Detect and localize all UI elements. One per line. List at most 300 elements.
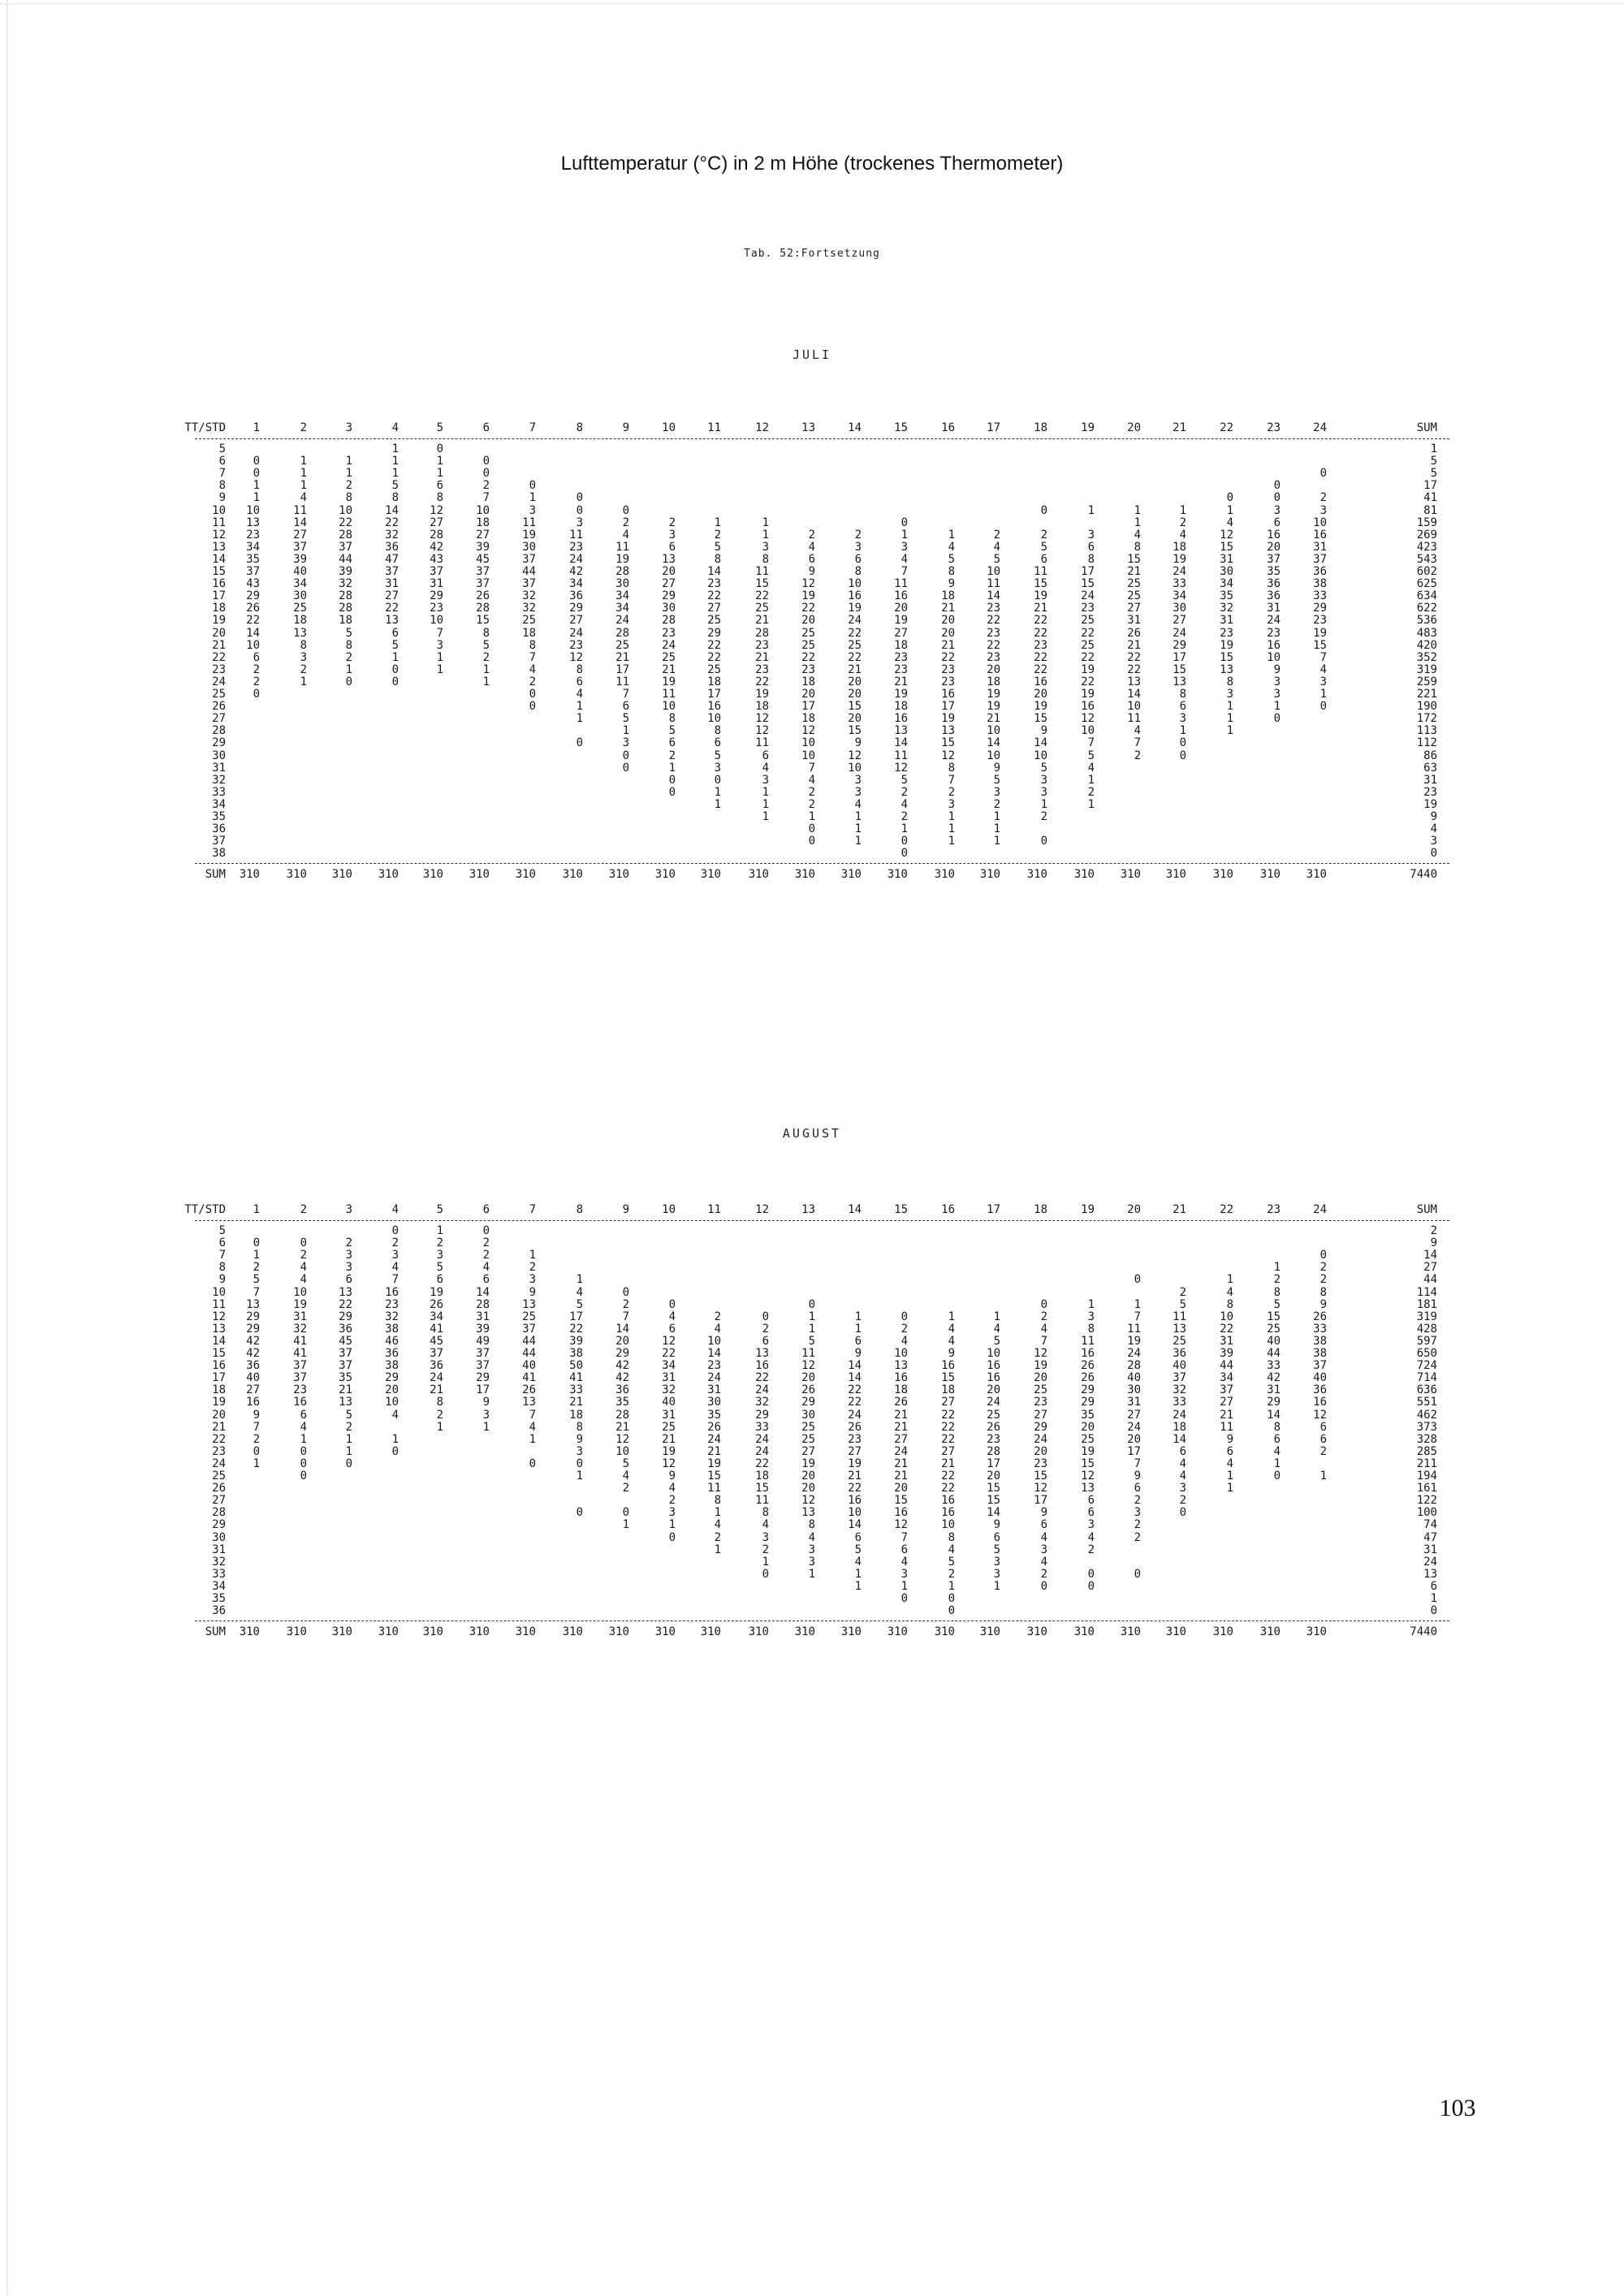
count-cell: 33 <box>1173 1396 1186 1409</box>
column-sum-cell: 310 <box>331 1625 352 1639</box>
count-cell: 18 <box>707 675 721 688</box>
count-cell: 11 <box>1173 1310 1186 1323</box>
count-cell: 37 <box>246 565 260 578</box>
count-cell: 22 <box>339 516 352 529</box>
row-label-temperature: 27 <box>212 712 226 726</box>
count-cell: 11 <box>755 736 769 750</box>
count-cell: 33 <box>1313 589 1327 603</box>
count-cell: 23 <box>894 662 908 676</box>
count-cell: 12 <box>801 1494 815 1508</box>
count-cell: 5 <box>622 712 629 726</box>
count-cell: 21 <box>848 662 862 676</box>
count-cell: 5 <box>391 479 399 493</box>
count-cell: 24 <box>1081 589 1095 603</box>
count-cell: 44 <box>522 1334 536 1348</box>
count-cell: 19 <box>987 688 1000 701</box>
count-cell: 0 <box>901 847 908 861</box>
count-cell: 15 <box>476 614 490 628</box>
count-cell: 3 <box>1320 503 1327 517</box>
column-sum-cell: 310 <box>608 1625 629 1639</box>
count-cell: 15 <box>987 1494 1000 1508</box>
count-cell: 16 <box>1267 528 1281 542</box>
count-cell: 10 <box>1081 724 1095 738</box>
count-cell: 0 <box>345 1457 352 1470</box>
count-cell: 0 <box>1273 712 1281 726</box>
count-cell: 9 <box>948 1347 955 1360</box>
count-cell: 22 <box>801 602 815 615</box>
row-sum-cell: 172 <box>1416 712 1437 726</box>
column-sum-cell: 310 <box>469 1625 490 1639</box>
count-cell: 5 <box>1179 1297 1186 1311</box>
count-cell: 2 <box>1040 1310 1047 1323</box>
count-cell: 22 <box>246 614 260 628</box>
table-row <box>195 1556 1449 1569</box>
count-cell: 14 <box>848 1518 862 1532</box>
count-cell: 44 <box>522 1347 536 1360</box>
count-cell: 43 <box>246 577 260 591</box>
count-cell: 32 <box>755 1396 769 1409</box>
count-cell: 30 <box>1173 602 1186 615</box>
count-cell: 3 <box>1226 688 1233 701</box>
count-cell: 1 <box>948 835 955 848</box>
count-cell: 23 <box>569 540 583 554</box>
count-cell: 12 <box>662 1457 676 1470</box>
count-cell: 14 <box>987 736 1000 750</box>
count-cell: 2 <box>1134 1518 1141 1532</box>
count-cell: 0 <box>714 773 721 787</box>
count-cell: 15 <box>1220 540 1233 554</box>
count-cell: 35 <box>615 1396 629 1409</box>
count-cell: 9 <box>993 761 1000 775</box>
count-cell: 2 <box>1134 1530 1141 1544</box>
row-sum-cell: 86 <box>1423 749 1437 762</box>
count-cell: 12 <box>1034 1482 1047 1495</box>
count-cell: 1 <box>253 479 260 493</box>
count-cell: 22 <box>662 1347 676 1360</box>
table-row <box>195 664 1449 676</box>
count-cell: 29 <box>615 1347 629 1360</box>
count-cell: 11 <box>894 577 908 591</box>
count-cell: 31 <box>476 1310 490 1323</box>
count-cell: 16 <box>848 589 862 603</box>
row-sum-cell: 9 <box>1430 1236 1437 1250</box>
count-cell: 12 <box>1220 528 1233 542</box>
count-cell: 1 <box>622 724 629 738</box>
count-cell: 24 <box>707 1432 721 1446</box>
count-cell: 1 <box>529 491 536 505</box>
column-header: 8 <box>576 421 583 434</box>
count-cell: 1 <box>808 810 815 823</box>
count-cell: 8 <box>714 724 721 738</box>
count-cell: 11 <box>569 528 583 542</box>
count-cell: 2 <box>901 1322 908 1336</box>
count-cell: 1 <box>482 1420 490 1434</box>
count-cell: 10 <box>801 749 815 762</box>
count-cell: 19 <box>894 688 908 701</box>
count-cell: 25 <box>1173 1334 1186 1348</box>
count-cell: 2 <box>668 749 676 762</box>
count-cell: 33 <box>1267 1359 1281 1373</box>
table-header-row <box>184 1203 1449 1216</box>
count-cell: 3 <box>714 761 721 775</box>
count-cell: 1 <box>1226 1470 1233 1482</box>
column-sum-cell: 7440 <box>1410 868 1437 882</box>
count-cell: 4 <box>762 1518 769 1532</box>
count-cell: 25 <box>1267 1322 1281 1336</box>
count-cell: 15 <box>1034 1470 1047 1482</box>
count-cell: 11 <box>894 749 908 762</box>
count-cell: 16 <box>1313 528 1327 542</box>
count-cell: 18 <box>894 1383 908 1397</box>
column-sum-cell: 310 <box>794 868 815 882</box>
count-cell: 17 <box>1173 650 1186 664</box>
count-cell: 26 <box>1081 1359 1095 1373</box>
count-cell: 24 <box>894 1444 908 1458</box>
count-cell: 17 <box>941 700 955 714</box>
count-cell: 25 <box>662 650 676 664</box>
column-header: 12 <box>755 1203 769 1216</box>
table-row <box>195 542 1449 554</box>
table-row <box>195 1348 1449 1360</box>
row-sum-cell: 31 <box>1423 1543 1437 1556</box>
count-cell: 21 <box>941 602 955 615</box>
column-sum-cell: 310 <box>1306 868 1327 882</box>
count-cell: 21 <box>430 1383 443 1397</box>
count-cell: 13 <box>801 1506 815 1520</box>
row-sum-cell: 543 <box>1416 552 1437 566</box>
count-cell: 17 <box>476 1383 490 1397</box>
count-cell: 7 <box>1134 1310 1141 1323</box>
count-cell: 30 <box>293 589 307 603</box>
row-sum-cell: 636 <box>1416 1383 1437 1397</box>
column-sum-cell: 310 <box>608 868 629 882</box>
count-cell: 19 <box>848 1457 862 1470</box>
count-cell: 4 <box>529 662 536 676</box>
count-cell: 31 <box>1220 614 1233 628</box>
count-cell: 26 <box>707 1420 721 1434</box>
count-cell: 8 <box>529 638 536 652</box>
count-cell: 28 <box>615 565 629 578</box>
column-header: 6 <box>482 421 490 434</box>
row-label-temperature: 36 <box>212 1604 226 1618</box>
count-cell: 14 <box>246 626 260 640</box>
count-cell: 2 <box>529 675 536 688</box>
count-cell: 25 <box>707 662 721 676</box>
count-cell: 8 <box>948 565 955 578</box>
count-cell: 4 <box>1040 1530 1047 1544</box>
count-cell: 5 <box>482 638 490 652</box>
count-cell: 19 <box>755 688 769 701</box>
count-cell: 20 <box>1127 1432 1141 1446</box>
count-cell: 0 <box>576 503 583 517</box>
count-cell: 18 <box>1173 540 1186 554</box>
count-cell: 1 <box>762 516 769 529</box>
count-cell: 0 <box>391 1444 399 1458</box>
count-cell: 2 <box>1320 1444 1327 1458</box>
count-cell: 3 <box>808 1543 815 1556</box>
column-sum-cell: 310 <box>422 868 443 882</box>
count-cell: 2 <box>762 1543 769 1556</box>
count-cell: 42 <box>430 540 443 554</box>
count-cell: 19 <box>615 552 629 566</box>
count-cell: 2 <box>482 1249 490 1262</box>
count-cell: 6 <box>762 1334 769 1348</box>
table-row <box>195 1434 1449 1446</box>
count-cell: 24 <box>987 1396 1000 1409</box>
row-sum-cell: 74 <box>1423 1518 1437 1532</box>
row-label-temperature: 17 <box>212 1371 226 1385</box>
count-cell: 19 <box>1173 552 1186 566</box>
count-cell: 2 <box>714 1310 721 1323</box>
count-cell: 4 <box>1226 516 1233 529</box>
count-cell: 3 <box>1040 773 1047 787</box>
count-cell: 5 <box>993 1543 1000 1556</box>
count-cell: 1 <box>993 810 1000 823</box>
count-cell: 18 <box>476 516 490 529</box>
count-cell: 18 <box>941 1383 955 1397</box>
count-cell: 2 <box>901 810 908 823</box>
row-sum-cell: 483 <box>1416 626 1437 640</box>
column-sum-cell: 310 <box>562 868 583 882</box>
count-cell: 4 <box>1087 761 1095 775</box>
count-cell: 21 <box>569 1396 583 1409</box>
count-cell: 16 <box>894 712 908 726</box>
count-cell: 7 <box>529 1408 536 1422</box>
count-cell: 0 <box>948 1592 955 1605</box>
count-cell: 5 <box>854 1543 862 1556</box>
count-cell: 44 <box>1267 1347 1281 1360</box>
count-cell: 1 <box>345 1432 352 1446</box>
count-cell: 4 <box>714 1322 721 1336</box>
count-cell: 25 <box>1081 1432 1095 1446</box>
count-cell: 4 <box>1179 528 1186 542</box>
row-label-temperature: 28 <box>212 724 226 738</box>
count-cell: 29 <box>1173 638 1186 652</box>
count-cell: 27 <box>941 1444 955 1458</box>
row-label-temperature: 23 <box>212 662 226 676</box>
count-cell: 6 <box>762 749 769 762</box>
count-cell: 32 <box>1173 1383 1186 1397</box>
count-cell: 18 <box>894 638 908 652</box>
count-cell: 20 <box>987 1383 1000 1397</box>
count-cell: 15 <box>1081 577 1095 591</box>
count-cell: 13 <box>1173 1322 1186 1336</box>
count-cell: 3 <box>529 503 536 517</box>
row-sum-cell: 190 <box>1416 700 1437 714</box>
column-header: 2 <box>300 421 307 434</box>
column-header: 19 <box>1081 1203 1095 1216</box>
row-sum-cell: 551 <box>1416 1396 1437 1409</box>
count-cell: 3 <box>1134 1506 1141 1520</box>
count-cell: 41 <box>430 1322 443 1336</box>
row-label-temperature: 12 <box>212 1310 226 1323</box>
row-label-temperature: 20 <box>212 626 226 640</box>
count-cell: 22 <box>941 1470 955 1482</box>
count-cell: 16 <box>941 688 955 701</box>
row-sum-cell: 373 <box>1416 1420 1437 1434</box>
count-cell: 34 <box>569 577 583 591</box>
count-cell: 26 <box>987 1420 1000 1434</box>
row-sum-cell: 181 <box>1416 1297 1437 1311</box>
column-sum-cell: 310 <box>1212 1625 1233 1639</box>
table-row <box>195 1446 1449 1458</box>
count-cell: 3 <box>808 1555 815 1569</box>
table-row <box>195 602 1449 615</box>
count-cell: 5 <box>668 724 676 738</box>
count-cell: 35 <box>1267 565 1281 578</box>
count-cell: 3 <box>576 516 583 529</box>
count-cell: 31 <box>662 1408 676 1422</box>
count-cell: 4 <box>622 528 629 542</box>
row-label-temperature: 9 <box>218 491 226 505</box>
count-cell: 14 <box>385 503 399 517</box>
row-sum-cell: 4 <box>1430 822 1437 836</box>
count-cell: 2 <box>622 1482 629 1495</box>
count-cell: 34 <box>615 602 629 615</box>
column-header: 17 <box>987 421 1000 434</box>
row-sum-cell: 259 <box>1416 675 1437 688</box>
count-cell: 45 <box>476 552 490 566</box>
table-row <box>195 835 1449 848</box>
count-cell: 14 <box>1034 736 1047 750</box>
count-cell: 3 <box>1040 1543 1047 1556</box>
count-cell: 22 <box>1081 626 1095 640</box>
row-label-temperature: 21 <box>212 1420 226 1434</box>
count-cell: 8 <box>1226 675 1233 688</box>
count-cell: 28 <box>615 626 629 640</box>
count-cell: 19 <box>1081 662 1095 676</box>
count-cell: 41 <box>293 1334 307 1348</box>
count-cell: 24 <box>615 614 629 628</box>
count-cell: 3 <box>576 1444 583 1458</box>
count-cell: 11 <box>755 1494 769 1508</box>
count-cell: 12 <box>755 724 769 738</box>
row-label-temperature: 31 <box>212 1543 226 1556</box>
row-label-temperature: 10 <box>212 1285 226 1299</box>
count-cell: 1 <box>714 1506 721 1520</box>
row-sum-cell: 63 <box>1423 761 1437 775</box>
count-cell: 29 <box>476 1371 490 1385</box>
count-cell: 5 <box>948 1555 955 1569</box>
count-cell: 26 <box>430 1297 443 1311</box>
count-cell: 1 <box>391 442 399 455</box>
count-cell: 10 <box>246 503 260 517</box>
count-cell: 14 <box>476 1285 490 1299</box>
count-cell: 20 <box>801 1470 815 1482</box>
count-cell: 12 <box>569 650 583 664</box>
count-cell: 25 <box>801 626 815 640</box>
count-cell: 20 <box>941 614 955 628</box>
count-cell: 22 <box>1127 650 1141 664</box>
count-cell: 16 <box>941 1359 955 1373</box>
row-sum-cell: 625 <box>1416 577 1437 591</box>
row-label-temperature: 35 <box>212 810 226 823</box>
count-cell: 11 <box>1127 712 1141 726</box>
column-sum-cell: 7440 <box>1410 1625 1437 1639</box>
count-cell: 23 <box>569 638 583 652</box>
count-cell: 12 <box>1313 1408 1327 1422</box>
count-cell: 5 <box>253 1273 260 1287</box>
count-cell: 15 <box>707 1470 721 1482</box>
count-cell: 19 <box>1034 1359 1047 1373</box>
column-sum-cell: 310 <box>422 1625 443 1639</box>
count-cell: 35 <box>246 552 260 566</box>
count-cell: 23 <box>1220 626 1233 640</box>
count-cell: 10 <box>987 1347 1000 1360</box>
table-row <box>195 1372 1449 1384</box>
count-cell: 8 <box>436 491 443 505</box>
count-cell: 5 <box>1273 1297 1281 1311</box>
count-cell: 21 <box>1220 1408 1233 1422</box>
count-cell: 23 <box>941 662 955 676</box>
count-cell: 1 <box>714 785 721 799</box>
row-label-temperature: 29 <box>212 1518 226 1532</box>
count-cell: 1 <box>300 479 307 493</box>
table-row <box>195 1360 1449 1372</box>
table-row <box>195 590 1449 602</box>
count-cell: 2 <box>714 528 721 542</box>
column-header: 11 <box>707 421 721 434</box>
count-cell: 37 <box>430 1347 443 1360</box>
table-row <box>195 1581 1449 1593</box>
count-cell: 4 <box>808 1530 815 1544</box>
count-cell: 22 <box>569 1322 583 1336</box>
count-cell: 37 <box>476 1347 490 1360</box>
table-row <box>195 1422 1449 1434</box>
count-cell: 1 <box>714 1543 721 1556</box>
count-cell: 27 <box>1173 614 1186 628</box>
count-cell: 15 <box>755 1482 769 1495</box>
count-cell: 19 <box>1034 589 1047 603</box>
count-cell: 25 <box>522 614 536 628</box>
count-cell: 1 <box>993 835 1000 848</box>
row-sum-cell: 5 <box>1430 455 1437 468</box>
table-row <box>195 1569 1449 1581</box>
count-cell: 14 <box>987 589 1000 603</box>
count-cell: 29 <box>707 626 721 640</box>
count-cell: 3 <box>436 638 443 652</box>
count-cell: 6 <box>993 1530 1000 1544</box>
column-sum-cell: 310 <box>1026 868 1047 882</box>
count-cell: 40 <box>1267 1334 1281 1348</box>
count-cell: 29 <box>1313 602 1327 615</box>
count-cell: 9 <box>1134 1470 1141 1482</box>
count-cell: 24 <box>755 1444 769 1458</box>
count-cell: 7 <box>622 688 629 701</box>
count-cell: 8 <box>1179 688 1186 701</box>
count-cell: 3 <box>948 797 955 811</box>
row-sum-cell: 23 <box>1423 785 1437 799</box>
column-header: 1 <box>253 421 260 434</box>
count-cell: 7 <box>436 626 443 640</box>
count-cell: 22 <box>848 626 862 640</box>
count-cell: 21 <box>662 1432 676 1446</box>
row-sum-cell: 27 <box>1423 1261 1437 1275</box>
count-cell: 1 <box>576 1273 583 1287</box>
table-row <box>195 1519 1449 1531</box>
count-cell: 10 <box>662 700 676 714</box>
count-cell: 37 <box>430 565 443 578</box>
row-label-temperature: 28 <box>212 1506 226 1520</box>
count-cell: 36 <box>339 1322 352 1336</box>
count-cell: 13 <box>755 1347 769 1360</box>
count-cell: 39 <box>569 1334 583 1348</box>
row-label-temperature: 37 <box>212 835 226 848</box>
count-cell: 27 <box>569 614 583 628</box>
count-cell: 1 <box>993 1579 1000 1593</box>
count-cell: 23 <box>848 1432 862 1446</box>
count-cell: 8 <box>714 552 721 566</box>
